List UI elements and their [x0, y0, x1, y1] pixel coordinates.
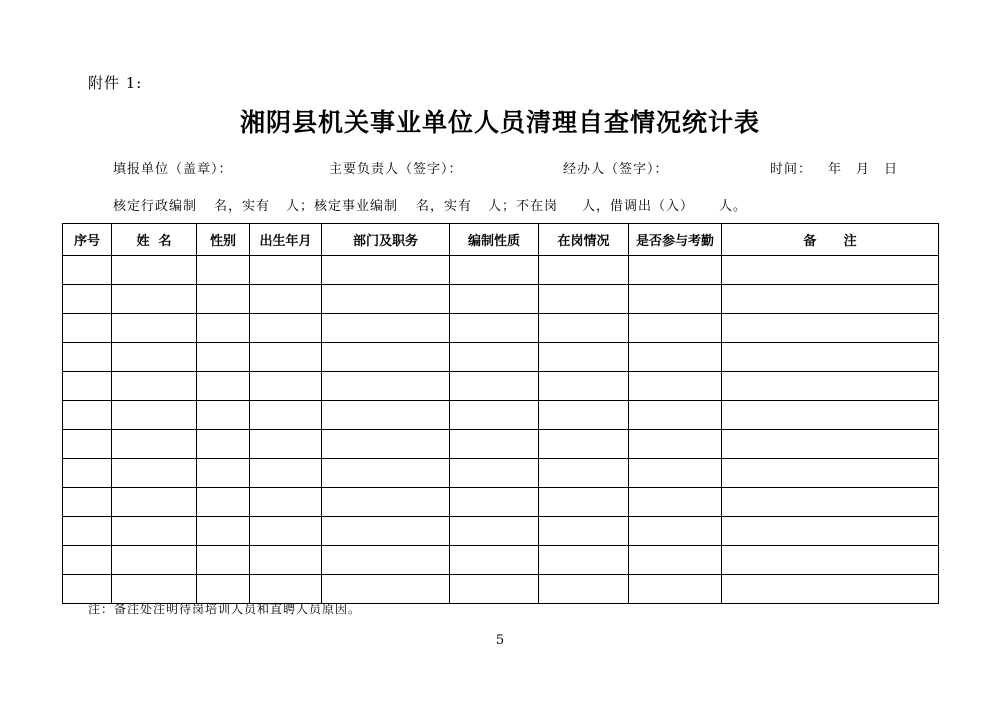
table-cell [722, 343, 939, 372]
table-cell [63, 430, 112, 459]
table-cell [322, 459, 450, 488]
table-cell [250, 430, 322, 459]
admin-quota-label: 核定行政编制 [113, 199, 198, 214]
column-header: 姓 名 [112, 224, 197, 256]
table-cell [539, 488, 629, 517]
table-row [63, 546, 939, 575]
table-cell [450, 314, 539, 343]
table-cell [63, 401, 112, 430]
table-cell [539, 575, 629, 604]
table-cell [112, 459, 197, 488]
table-row [63, 372, 939, 401]
table-cell [112, 285, 197, 314]
table-cell [197, 430, 250, 459]
table-cell [322, 256, 450, 285]
borrowed-label: 人，借调出（入） [582, 199, 695, 214]
table-cell [722, 401, 939, 430]
column-header: 部门及职务 [322, 224, 450, 256]
table-cell [197, 256, 250, 285]
table-cell [722, 488, 939, 517]
year-label: 年 [828, 162, 843, 177]
table-cell [722, 372, 939, 401]
table-cell [112, 372, 197, 401]
page-number: 5 [495, 633, 505, 648]
admin-actual-label: 名，实有 [214, 199, 271, 214]
day-label: 日 [884, 162, 899, 177]
table-cell [197, 546, 250, 575]
table-cell [250, 401, 322, 430]
table-cell [250, 314, 322, 343]
table-cell [250, 459, 322, 488]
column-header: 性别 [197, 224, 250, 256]
table-cell [629, 517, 722, 546]
table-row [63, 401, 939, 430]
filling-unit-label: 填报单位（盖章）： [113, 162, 233, 177]
table-cell [722, 314, 939, 343]
table-row [63, 459, 939, 488]
table-cell [450, 430, 539, 459]
table-cell [112, 430, 197, 459]
table-cell [450, 401, 539, 430]
handler-signature-label: 经办人（签字）： [563, 162, 669, 177]
table-cell [450, 343, 539, 372]
table-cell [322, 314, 450, 343]
table-cell [250, 517, 322, 546]
table-cell [197, 343, 250, 372]
table-cell [450, 488, 539, 517]
table-cell [112, 488, 197, 517]
table-cell [450, 517, 539, 546]
table-cell [539, 401, 629, 430]
table-cell [629, 546, 722, 575]
table-cell [629, 488, 722, 517]
table-cell [629, 256, 722, 285]
table-cell [63, 488, 112, 517]
table-cell [322, 517, 450, 546]
table-cell [63, 256, 112, 285]
table-cell [322, 343, 450, 372]
table-row [63, 488, 939, 517]
table-cell [629, 372, 722, 401]
table-cell [722, 459, 939, 488]
table-row [63, 285, 939, 314]
table-cell [539, 314, 629, 343]
table-cell [629, 285, 722, 314]
column-header: 出生年月 [250, 224, 322, 256]
table-cell [322, 430, 450, 459]
table-cell [322, 488, 450, 517]
table-cell [112, 314, 197, 343]
table-row [63, 314, 939, 343]
table-cell [197, 314, 250, 343]
table-row [63, 430, 939, 459]
leader-signature-label: 主要负责人（签字）： [329, 162, 463, 177]
table-cell [539, 285, 629, 314]
table-cell [450, 575, 539, 604]
table-cell [63, 285, 112, 314]
table-cell [450, 372, 539, 401]
table-cell [63, 343, 112, 372]
table-cell [112, 517, 197, 546]
table-cell [539, 517, 629, 546]
table-row [63, 517, 939, 546]
time-label: 时间： [770, 162, 813, 177]
table-cell [322, 546, 450, 575]
table-cell [629, 343, 722, 372]
table-cell [539, 256, 629, 285]
table-cell [450, 256, 539, 285]
table-cell [322, 401, 450, 430]
table-row [63, 343, 939, 372]
table-cell [322, 285, 450, 314]
table-cell [112, 343, 197, 372]
table-cell [539, 430, 629, 459]
absent-label: 人；不在岗 [488, 199, 559, 214]
table-cell [250, 546, 322, 575]
table-cell [539, 372, 629, 401]
table-cell [629, 430, 722, 459]
table-cell [197, 401, 250, 430]
column-header: 备 注 [722, 224, 939, 256]
table-cell [629, 314, 722, 343]
institution-actual-label: 名，实有 [416, 199, 473, 214]
table-cell [63, 314, 112, 343]
table-header-row [63, 224, 939, 256]
table-cell [197, 285, 250, 314]
table-cell [250, 488, 322, 517]
table-cell [450, 546, 539, 575]
column-header: 是否参与考勤 [629, 224, 722, 256]
table-cell [197, 372, 250, 401]
table-cell [450, 285, 539, 314]
table-cell [629, 575, 722, 604]
footnote: 注：备注处注明待岗培训人员和直聘人员原因。 [88, 602, 362, 616]
table-cell [539, 546, 629, 575]
table-cell [629, 401, 722, 430]
table-cell [722, 546, 939, 575]
staff-statistics-table [62, 223, 939, 604]
table-cell [63, 517, 112, 546]
table-cell [722, 430, 939, 459]
table-cell [250, 285, 322, 314]
table-cell [250, 372, 322, 401]
table-cell [112, 546, 197, 575]
table-cell [722, 517, 939, 546]
table-cell [322, 372, 450, 401]
table-cell [112, 256, 197, 285]
table-cell [112, 401, 197, 430]
document-title: 湘阴县机关事业单位人员清理自查情况统计表 [239, 108, 760, 137]
column-header: 编制性质 [450, 224, 539, 256]
table-cell [539, 343, 629, 372]
table-cell [197, 488, 250, 517]
table-cell [722, 575, 939, 604]
attachment-label: 附件 1: [88, 74, 143, 92]
table-cell [722, 285, 939, 314]
table-cell [197, 517, 250, 546]
table-cell [450, 459, 539, 488]
table-cell [197, 459, 250, 488]
institution-quota-label: 人；核定事业编制 [286, 199, 399, 214]
table-cell [629, 459, 722, 488]
table-row [63, 256, 939, 285]
table-cell [63, 459, 112, 488]
table-cell [722, 256, 939, 285]
month-label: 月 [856, 162, 871, 177]
table-cell [250, 343, 322, 372]
table-cell [63, 546, 112, 575]
table-cell [250, 256, 322, 285]
column-header: 在岗情况 [539, 224, 629, 256]
table-cell [63, 372, 112, 401]
column-header: 序号 [63, 224, 112, 256]
table-cell [539, 459, 629, 488]
end-label: 人。 [719, 199, 748, 214]
